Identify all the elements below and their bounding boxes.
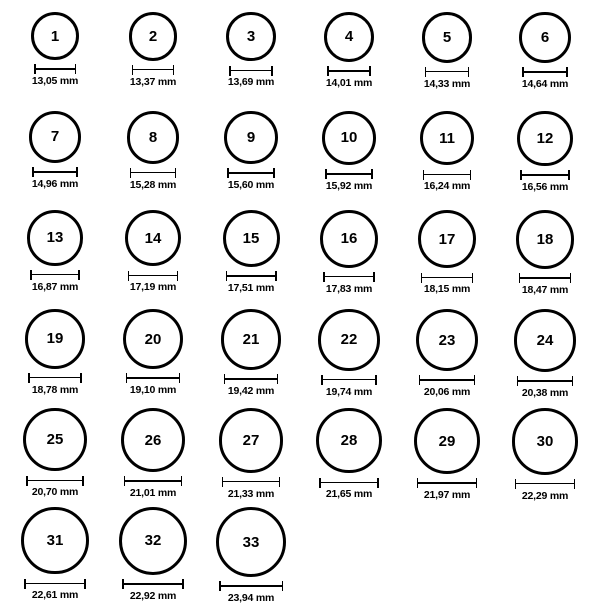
ring-circle (519, 12, 570, 63)
ring-size-cell[interactable] (104, 408, 202, 507)
ring-size-cell[interactable] (104, 309, 202, 408)
diameter-label: 21,33 mm (227, 487, 275, 500)
ring-size-label: 4 (344, 28, 354, 46)
ring-circle (517, 111, 572, 166)
diameter-label: 18,47 mm (521, 283, 569, 296)
ring-circle (512, 408, 579, 475)
ring-size-label: 28 (340, 432, 358, 450)
measure-line (519, 277, 572, 279)
ring-size-cell[interactable] (202, 12, 300, 111)
diameter-label: 13,05 mm (31, 75, 79, 87)
ring-size-label: 32 (144, 532, 162, 550)
ring-size-label: 16 (340, 230, 358, 248)
diameter-measure-bar (321, 375, 377, 385)
diameter-measure-bar (24, 578, 85, 588)
ring-size-cell[interactable] (300, 408, 398, 507)
measure-line (122, 583, 184, 585)
diameter-measure-bar (419, 375, 475, 385)
measure-line (128, 275, 178, 277)
ring-circle (416, 309, 478, 371)
ring-circle (420, 111, 474, 165)
measure-line (132, 69, 175, 71)
diameter-measure-bar (421, 272, 473, 282)
ring-size-cell[interactable] (6, 507, 104, 606)
ring-circle (27, 210, 83, 266)
diameter-measure-bar (122, 579, 184, 589)
measure-line (126, 377, 180, 379)
measure-line (321, 379, 377, 381)
measure-line (417, 482, 477, 484)
diameter-measure-bar (517, 376, 574, 386)
diameter-label: 20,70 mm (31, 486, 79, 499)
diameter-label: 23,94 mm (227, 592, 275, 604)
ring-size-cell[interactable] (398, 111, 496, 210)
ring-size-label: 18 (536, 230, 554, 248)
diameter-measure-bar (319, 477, 378, 487)
ring-size-cell[interactable] (300, 111, 398, 210)
ring-size-label: 26 (144, 431, 162, 449)
ring-size-cell[interactable] (202, 408, 300, 507)
diameter-measure-bar (423, 169, 471, 179)
diameter-label: 19,74 mm (325, 385, 373, 398)
ring-circle (123, 309, 183, 369)
ring-size-label: 22 (340, 331, 358, 349)
diameter-label: 18,78 mm (31, 383, 79, 396)
measure-line (26, 480, 83, 482)
ring-size-grid (6, 12, 594, 606)
ring-size-label: 5 (442, 28, 452, 46)
ring-size-label: 13 (46, 229, 64, 247)
measure-line (24, 583, 85, 585)
ring-size-cell[interactable] (6, 111, 104, 210)
diameter-label: 14,96 mm (31, 177, 79, 190)
diameter-measure-bar (30, 270, 80, 280)
ring-size-label: 29 (438, 432, 456, 450)
ring-size-cell[interactable] (300, 309, 398, 408)
ring-size-label: 3 (246, 28, 256, 46)
ring-circle (31, 12, 79, 60)
diameter-label: 21,01 mm (129, 487, 177, 500)
ring-size-label: 10 (340, 129, 358, 147)
diameter-label: 20,06 mm (423, 386, 471, 399)
ring-size-cell[interactable] (104, 111, 202, 210)
diameter-measure-bar (227, 168, 274, 178)
diameter-label: 13,69 mm (227, 76, 275, 89)
measure-line (124, 480, 182, 482)
diameter-label: 15,28 mm (129, 178, 177, 191)
ring-circle (324, 12, 374, 62)
measure-line (425, 71, 470, 73)
ring-circle (320, 210, 378, 268)
measure-line (229, 70, 272, 72)
ring-circle (25, 309, 85, 369)
diameter-measure-bar (28, 373, 82, 383)
diameter-measure-bar (515, 479, 576, 489)
ring-size-label: 24 (536, 331, 554, 349)
diameter-measure-bar (222, 477, 281, 487)
ring-size-cell[interactable] (104, 507, 202, 606)
ring-size-cell[interactable] (6, 12, 104, 111)
diameter-measure-bar (520, 170, 569, 180)
ring-circle (21, 507, 88, 574)
diameter-label: 16,24 mm (423, 180, 471, 193)
ring-circle (224, 111, 277, 164)
diameter-label: 22,92 mm (129, 589, 177, 602)
ring-size-label: 12 (536, 130, 554, 148)
ring-circle (318, 309, 380, 371)
ring-size-label: 15 (242, 230, 260, 247)
ring-size-cell[interactable] (398, 12, 496, 111)
ring-size-label: 6 (540, 29, 550, 47)
diameter-label: 21,97 mm (423, 489, 471, 502)
ring-circle (221, 309, 282, 370)
diameter-label: 19,10 mm (129, 384, 177, 397)
ring-size-cell[interactable] (300, 12, 398, 111)
ring-circle (226, 12, 275, 61)
ring-size-label: 2 (148, 27, 158, 45)
ring-size-label: 25 (46, 431, 64, 449)
diameter-measure-bar (325, 169, 373, 179)
ring-circle (516, 210, 575, 269)
diameter-measure-bar (34, 64, 76, 74)
ring-size-cell[interactable] (202, 210, 300, 309)
diameter-label: 16,56 mm (521, 181, 569, 194)
ring-size-label: 20 (144, 330, 162, 348)
ring-circle (29, 111, 81, 163)
diameter-measure-bar (132, 65, 175, 75)
measure-line (28, 377, 82, 379)
diameter-measure-bar (126, 373, 180, 383)
diameter-label: 22,29 mm (521, 489, 569, 502)
measure-line (327, 70, 371, 72)
ring-size-label: 8 (148, 128, 158, 146)
ring-size-label: 7 (50, 128, 60, 146)
diameter-label: 15,60 mm (227, 179, 275, 192)
ring-size-cell[interactable] (104, 12, 202, 111)
ring-circle (316, 408, 381, 473)
diameter-measure-bar (323, 272, 375, 282)
ring-size-label: 17 (438, 230, 456, 248)
measure-line (325, 173, 373, 175)
diameter-label: 18,15 mm (423, 283, 471, 296)
diameter-label: 16,87 mm (31, 280, 79, 293)
ring-size-label: 19 (46, 330, 64, 348)
ring-circle (216, 507, 286, 577)
ring-size-cell[interactable] (104, 210, 202, 309)
diameter-label: 22,61 mm (31, 589, 79, 602)
ring-circle (514, 309, 577, 372)
diameter-label: 21,65 mm (325, 488, 373, 501)
measure-line (520, 174, 569, 176)
ring-size-label: 27 (242, 431, 260, 449)
diameter-measure-bar (522, 67, 567, 77)
measure-line (421, 277, 473, 279)
diameter-label: 14,01 mm (325, 76, 373, 89)
diameter-measure-bar (229, 65, 272, 75)
ring-circle (119, 507, 187, 575)
ring-size-label: 1 (50, 27, 60, 45)
ring-circle (422, 12, 473, 63)
diameter-measure-bar (226, 271, 277, 281)
diameter-measure-bar (417, 478, 477, 488)
ring-circle (127, 111, 180, 164)
ring-circle (121, 408, 185, 472)
diameter-measure-bar (425, 67, 470, 77)
measure-line (30, 274, 80, 276)
measure-line (226, 275, 277, 277)
measure-line (323, 276, 375, 278)
measure-line (224, 378, 279, 380)
measure-line (219, 585, 283, 587)
measure-line (130, 172, 177, 174)
ring-size-label: 23 (438, 331, 456, 349)
diameter-label: 17,19 mm (129, 281, 177, 294)
ring-size-label: 30 (536, 432, 554, 450)
diameter-measure-bar (219, 581, 283, 591)
diameter-label: 17,83 mm (325, 282, 373, 295)
ring-size-label: 11 (439, 129, 455, 147)
measure-line (423, 174, 471, 176)
ring-circle (125, 210, 181, 266)
diameter-label: 15,92 mm (325, 179, 373, 192)
ring-size-cell[interactable] (398, 309, 496, 408)
measure-line (522, 71, 567, 73)
ring-circle (322, 111, 376, 165)
diameter-measure-bar (26, 475, 83, 485)
diameter-label: 13,37 mm (129, 75, 177, 88)
ring-size-cell[interactable] (496, 309, 594, 408)
ring-circle (129, 12, 178, 61)
ring-size-label: 33 (242, 533, 260, 551)
ring-size-cell[interactable] (496, 12, 594, 111)
diameter-label: 20,38 mm (521, 386, 569, 399)
ring-size-cell[interactable] (202, 309, 300, 408)
diameter-label: 14,33 mm (423, 77, 471, 90)
ring-size-cell[interactable] (398, 210, 496, 309)
ring-size-cell[interactable] (496, 210, 594, 309)
ring-size-cell[interactable] (202, 111, 300, 210)
ring-size-label: 31 (46, 532, 64, 550)
diameter-measure-bar (519, 273, 572, 283)
ring-size-cell[interactable] (496, 111, 594, 210)
ring-size-cell[interactable] (202, 507, 300, 606)
diameter-measure-bar (32, 167, 78, 177)
ring-size-cell[interactable] (6, 309, 104, 408)
diameter-measure-bar (130, 168, 177, 178)
ring-circle (418, 210, 476, 268)
ring-circle (223, 210, 280, 267)
ring-size-label: 21 (242, 330, 260, 348)
ring-size-cell[interactable] (398, 408, 496, 507)
measure-line (517, 380, 574, 382)
diameter-measure-bar (224, 374, 279, 384)
diameter-measure-bar (327, 66, 371, 76)
measure-line (34, 68, 76, 70)
measure-line (222, 481, 281, 483)
ring-size-label: 9 (246, 129, 256, 147)
ring-size-label: 14 (144, 229, 162, 247)
measure-line (515, 483, 576, 485)
ring-circle (414, 408, 480, 474)
diameter-label: 14,64 mm (521, 78, 569, 91)
measure-line (32, 171, 78, 173)
measure-line (419, 379, 475, 381)
diameter-label: 17,51 mm (227, 282, 275, 294)
ring-circle (219, 408, 284, 473)
diameter-measure-bar (128, 270, 178, 280)
ring-size-cell[interactable] (6, 210, 104, 309)
ring-size-cell[interactable] (300, 210, 398, 309)
ring-size-cell[interactable] (6, 408, 104, 507)
diameter-measure-bar (124, 476, 182, 486)
ring-size-cell[interactable] (496, 408, 594, 507)
diameter-label: 19,42 mm (227, 384, 275, 397)
ring-circle (23, 408, 86, 471)
measure-line (319, 482, 378, 484)
measure-line (227, 172, 274, 174)
